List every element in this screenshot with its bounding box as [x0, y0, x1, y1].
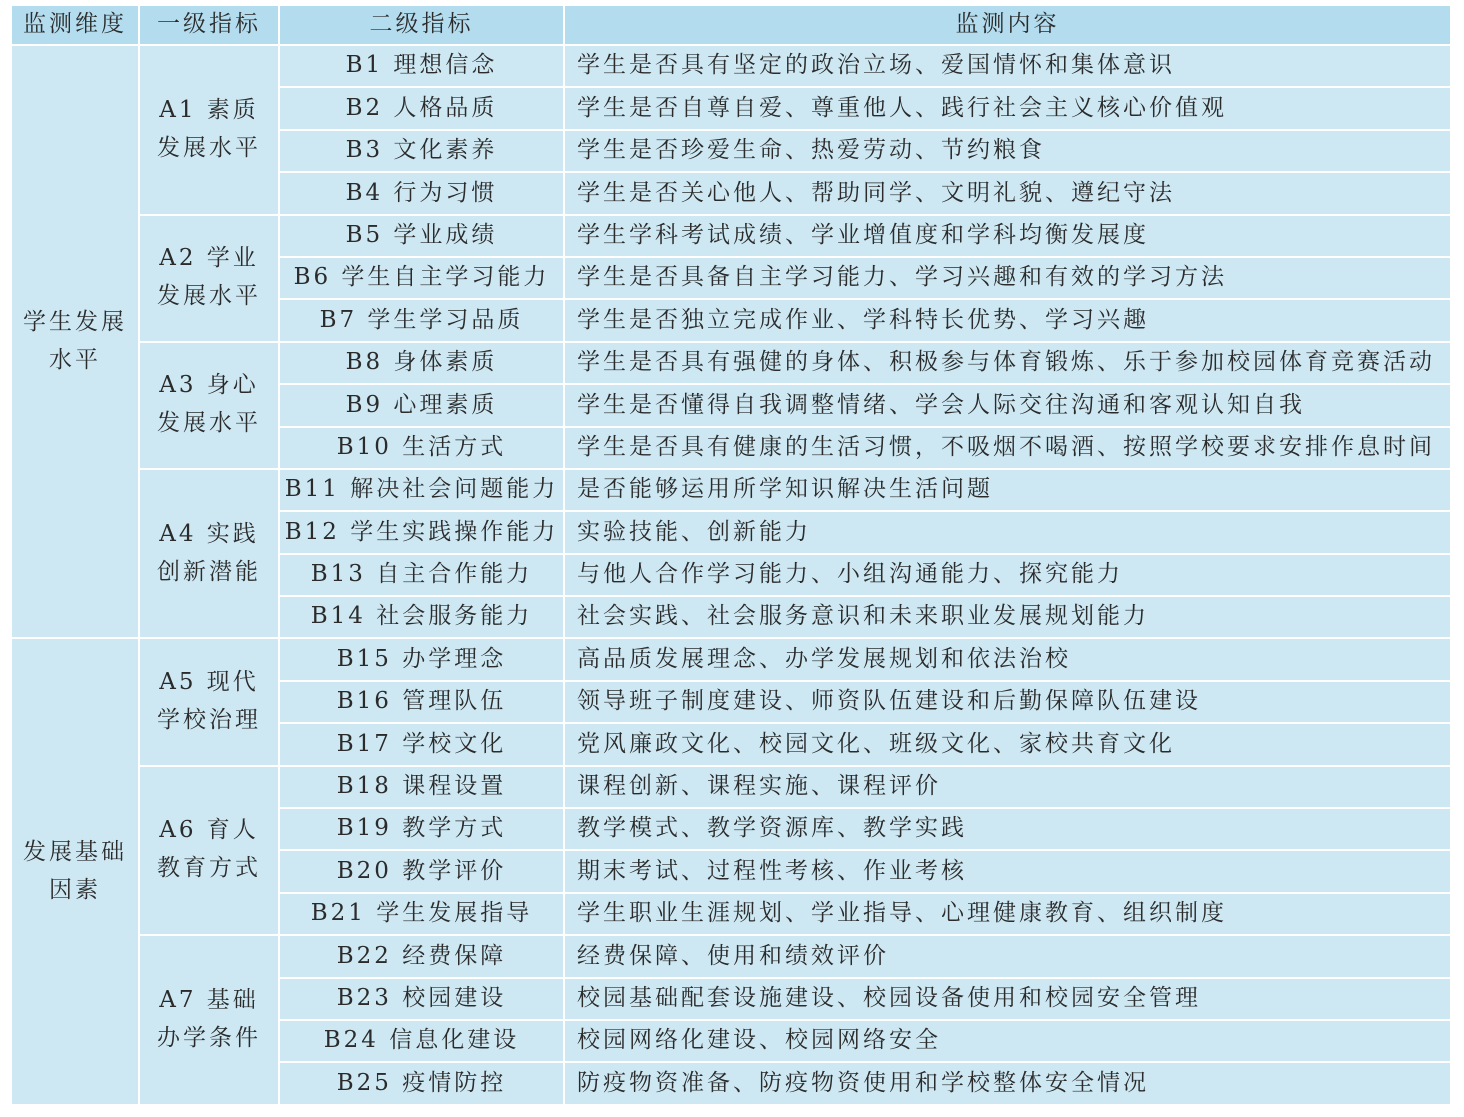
level2-cell: B15 办学理念 — [279, 638, 564, 680]
table-row — [11, 638, 1451, 680]
content-cell: 经费保障、使用和绩效评价 — [564, 935, 1451, 977]
level1-cell: A6 育人教育方式 — [139, 766, 279, 936]
level2-cell: B19 教学方式 — [279, 808, 564, 850]
content-cell: 学生是否珍爱生命、热爱劳动、节约粮食 — [564, 130, 1451, 172]
content-cell: 防疫物资准备、防疫物资使用和学校整体安全情况 — [564, 1062, 1451, 1105]
level2-cell: B12 学生实践操作能力 — [279, 511, 564, 553]
level2-cell: B24 信息化建设 — [279, 1020, 564, 1062]
indicator-table-container — [10, 4, 1450, 1106]
level1-cell: A5 现代学校治理 — [139, 638, 279, 765]
level2-cell: B18 课程设置 — [279, 766, 564, 808]
level2-cell: B4 行为习惯 — [279, 172, 564, 214]
content-cell: 实验技能、创新能力 — [564, 511, 1451, 553]
table-row — [11, 469, 1451, 511]
content-cell: 党风廉政文化、校园文化、班级文化、家校共育文化 — [564, 723, 1451, 765]
level2-cell: B11 解决社会问题能力 — [279, 469, 564, 511]
level2-cell: B6 学生自主学习能力 — [279, 257, 564, 299]
level2-cell: B23 校园建设 — [279, 978, 564, 1020]
table-row — [11, 215, 1451, 257]
content-cell: 社会实践、社会服务意识和未来职业发展规划能力 — [564, 596, 1451, 638]
content-cell: 学生学科考试成绩、学业增值度和学科均衡发展度 — [564, 215, 1451, 257]
content-cell: 校园基础配套设施建设、校园设备使用和校园安全管理 — [564, 978, 1451, 1020]
level1-cell: A1 素质发展水平 — [139, 45, 279, 215]
dimension-cell: 学生发展水平 — [11, 45, 139, 638]
content-cell: 学生是否具备自主学习能力、学习兴趣和有效的学习方法 — [564, 257, 1451, 299]
header-level1: 一级指标 — [139, 5, 279, 45]
level2-cell: B22 经费保障 — [279, 935, 564, 977]
content-cell: 教学模式、教学资源库、教学实践 — [564, 808, 1451, 850]
level2-cell: B10 生活方式 — [279, 427, 564, 469]
header-row — [11, 5, 1451, 45]
level2-cell: B9 心理素质 — [279, 384, 564, 426]
level1-cell: A3 身心发展水平 — [139, 342, 279, 469]
level2-cell: B16 管理队伍 — [279, 681, 564, 723]
level2-cell: B21 学生发展指导 — [279, 893, 564, 935]
content-cell: 课程创新、课程实施、课程评价 — [564, 766, 1451, 808]
level2-cell: B17 学校文化 — [279, 723, 564, 765]
header-dimension: 监测维度 — [11, 5, 139, 45]
level2-cell: B13 自主合作能力 — [279, 554, 564, 596]
content-cell: 学生是否独立完成作业、学科特长优势、学习兴趣 — [564, 299, 1451, 341]
table-body — [11, 45, 1451, 1105]
level2-cell: B25 疫情防控 — [279, 1062, 564, 1105]
monitoring-indicator-table — [10, 4, 1452, 1106]
level2-cell: B20 教学评价 — [279, 850, 564, 892]
table-row — [11, 45, 1451, 87]
table-row — [11, 935, 1451, 977]
level2-cell: B14 社会服务能力 — [279, 596, 564, 638]
header-content: 监测内容 — [564, 5, 1451, 45]
level2-cell: B1 理想信念 — [279, 45, 564, 87]
level1-cell: A4 实践创新潜能 — [139, 469, 279, 639]
level2-cell: B8 身体素质 — [279, 342, 564, 384]
content-cell: 学生是否具有强健的身体、积极参与体育锻炼、乐于参加校园体育竞赛活动 — [564, 342, 1451, 384]
level2-cell: B3 文化素养 — [279, 130, 564, 172]
level1-cell: A7 基础办学条件 — [139, 935, 279, 1105]
content-cell: 与他人合作学习能力、小组沟通能力、探究能力 — [564, 554, 1451, 596]
header-level2: 二级指标 — [279, 5, 564, 45]
level2-cell: B5 学业成绩 — [279, 215, 564, 257]
content-cell: 领导班子制度建设、师资队伍建设和后勤保障队伍建设 — [564, 681, 1451, 723]
dimension-cell: 发展基础因素 — [11, 638, 139, 1105]
content-cell: 学生是否懂得自我调整情绪、学会人际交往沟通和客观认知自我 — [564, 384, 1451, 426]
content-cell: 学生是否具有坚定的政治立场、爱国情怀和集体意识 — [564, 45, 1451, 87]
content-cell: 校园网络化建设、校园网络安全 — [564, 1020, 1451, 1062]
content-cell: 高品质发展理念、办学发展规划和依法治校 — [564, 638, 1451, 680]
content-cell: 是否能够运用所学知识解决生活问题 — [564, 469, 1451, 511]
table-header — [11, 5, 1451, 45]
level2-cell: B7 学生学习品质 — [279, 299, 564, 341]
table-row — [11, 766, 1451, 808]
table-row — [11, 342, 1451, 384]
content-cell: 学生是否关心他人、帮助同学、文明礼貌、遵纪守法 — [564, 172, 1451, 214]
level1-cell: A2 学业发展水平 — [139, 215, 279, 342]
content-cell: 学生职业生涯规划、学业指导、心理健康教育、组织制度 — [564, 893, 1451, 935]
content-cell: 学生是否具有健康的生活习惯，不吸烟不喝酒、按照学校要求安排作息时间 — [564, 427, 1451, 469]
level2-cell: B2 人格品质 — [279, 87, 564, 129]
content-cell: 期末考试、过程性考核、作业考核 — [564, 850, 1451, 892]
content-cell: 学生是否自尊自爱、尊重他人、践行社会主义核心价值观 — [564, 87, 1451, 129]
